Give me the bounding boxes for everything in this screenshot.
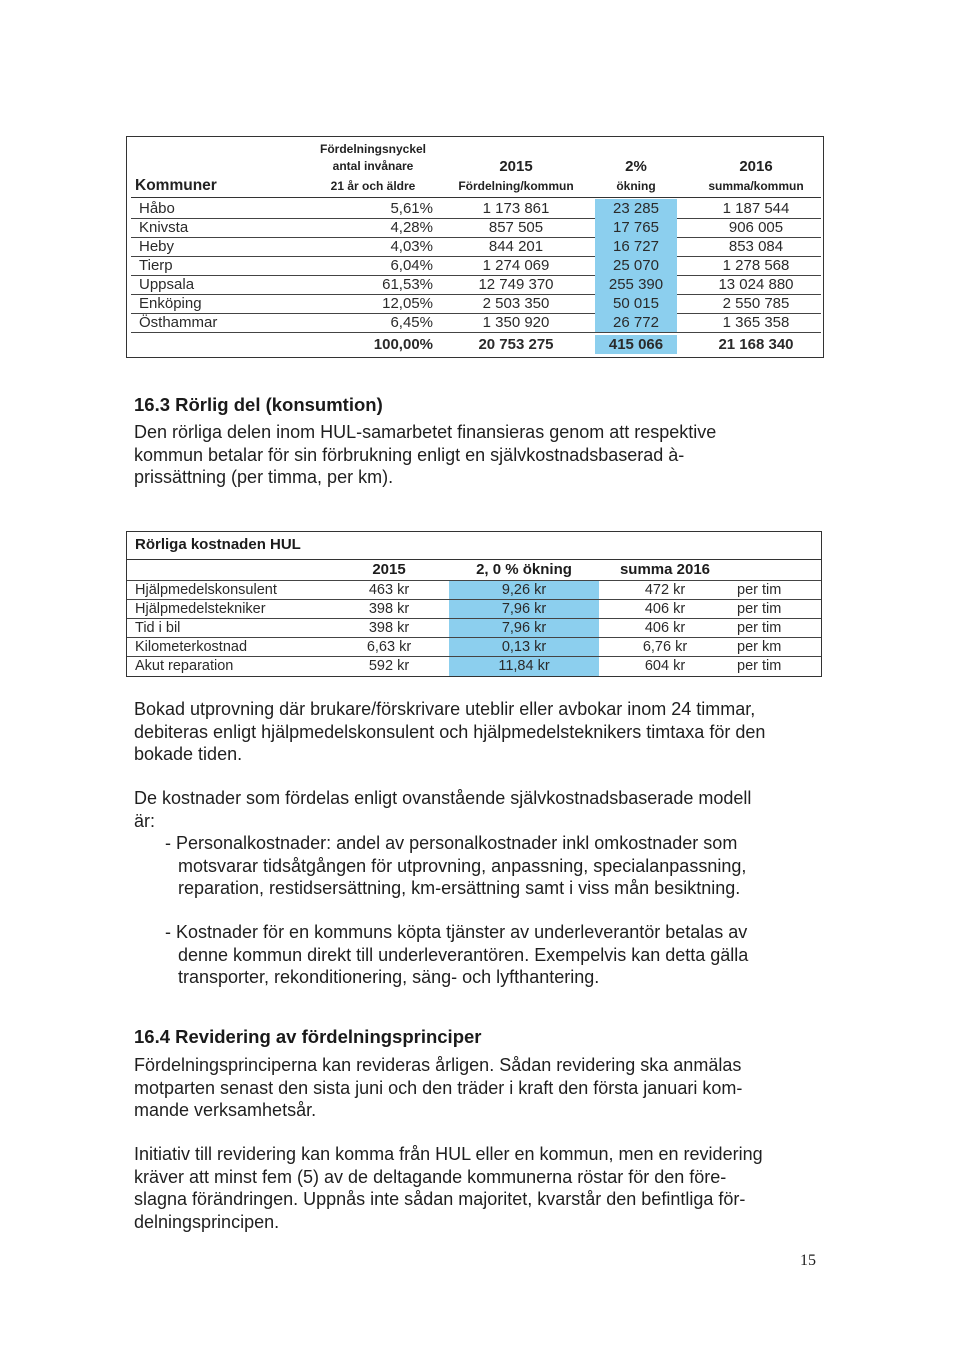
table-row: Hjälpmedelskonsulent 463 kr 9,26 kr 472 kr per tim xyxy=(127,580,821,600)
header-divider xyxy=(131,197,821,198)
page-number: 15 xyxy=(800,1252,816,1269)
kommuner-header: Kommuner xyxy=(135,177,217,194)
variable-cost-table xyxy=(126,531,822,677)
bullet-personnel-costs: - Personalkostnader: andel av personalkostnader inkl omkostnader som motsvarar tidsåtgången för utprovning, anpassning, specialanpassning, reparation, restidsersättning, km-ersättning samt i viss mån besiktning. xyxy=(165,833,747,899)
table-row: Tierp 6,04% 1 274 069 25 070 1 278 568 xyxy=(131,256,821,276)
increase-header: 2, 0 % ökning xyxy=(476,561,572,578)
table-row: Hjälpmedelstekniker 398 kr 7,96 kr 406 kr per tim xyxy=(127,599,821,619)
increase-header: 2% xyxy=(625,158,647,175)
key-header-line2: antal invånare xyxy=(332,159,414,173)
table-row: Akut reparation 592 kr 11,84 kr 604 kr per tim xyxy=(127,656,821,676)
year2015-subheader: Fördelning/kommun xyxy=(458,179,574,193)
key-header-line1: Fördelningsnyckel xyxy=(319,142,427,156)
bullet-subcontractor-costs: - Kostnader för en kommuns köpta tjänster av underleverantör betalas av denne kommun direkt till underleverantören. Exempelvis kan detta gälla transporter, rekonditionering, säng- och lyfthantering. xyxy=(165,922,749,988)
total-row: 100,00% 20 753 275 415 066 21 168 340 xyxy=(373,336,794,353)
distribution-table xyxy=(126,136,824,358)
year2015-header: 2015 xyxy=(499,158,533,175)
section-16-4-paragraph-1: Fördelningsprinciperna kan revideras årligen. Sådan revidering ska anmälas motparten senast den sista juni och den träder i kraft den första januari kom- mande verksamhetsår. xyxy=(134,1055,743,1121)
section-16-3-text: Den rörliga delen inom HUL-samarbetet finansieras genom att respektive kommun betalar för sin förbrukning enligt en självkostnadsbaserad à- prissättning (per timma, per km). xyxy=(134,422,717,488)
year2016-subheader: summa/kommun xyxy=(708,179,804,193)
increase-subheader: ökning xyxy=(616,179,656,193)
section-16-4-heading: 16.4 Revidering av fördelningsprinciper xyxy=(134,1026,482,1047)
table-row: Heby 4,03% 844 201 16 727 853 084 xyxy=(131,237,821,257)
table-row: Enköping 12,05% 2 503 350 50 015 2 550 785 xyxy=(131,294,821,314)
year2016-header: 2016 xyxy=(739,158,773,175)
table-title: Rörliga kostnaden HUL xyxy=(135,536,301,553)
section-16-4-paragraph-2: Initiativ till revidering kan komma från HUL eller en kommun, men en revidering kräver att minst fem (5) av de deltagande kommunerna röstar för den före- slagna förändringen. Uppnås inte sådan majoritet, kvarstår den befintliga för- delningsprincipen. xyxy=(134,1144,763,1232)
key-header-line3: 21 år och äldre xyxy=(330,179,416,193)
table-row: Uppsala 61,53% 12 749 370 255 390 13 024 880 xyxy=(131,275,821,295)
section-16-3-heading: 16.3 Rörlig del (konsumtion) xyxy=(134,394,383,415)
sum2016-header: summa 2016 xyxy=(619,561,711,578)
cost-model-intro: De kostnader som fördelas enligt ovanstående självkostnadsbaserade modell är: xyxy=(134,788,752,831)
table-row: Knivsta 4,28% 857 505 17 765 906 005 xyxy=(131,218,821,238)
year2015-header: 2015 xyxy=(372,561,406,578)
table-row: Håbo 5,61% 1 173 861 23 285 1 187 544 xyxy=(131,199,821,219)
table-row: Kilometerkostnad 6,63 kr 0,13 kr 6,76 kr per km xyxy=(127,637,821,657)
table-row: Tid i bil 398 kr 7,96 kr 406 kr per tim xyxy=(127,618,821,638)
table-row: Östhammar 6,45% 1 350 920 26 772 1 365 358 xyxy=(131,313,821,333)
booked-fitting-paragraph: Bokad utprovning där brukare/förskrivare uteblir eller avbokar inom 24 timmar, debiteras enligt hjälpmedelskonsulent och hjälpmedelsteknikers timtaxa för den bokade tiden. xyxy=(134,699,766,765)
